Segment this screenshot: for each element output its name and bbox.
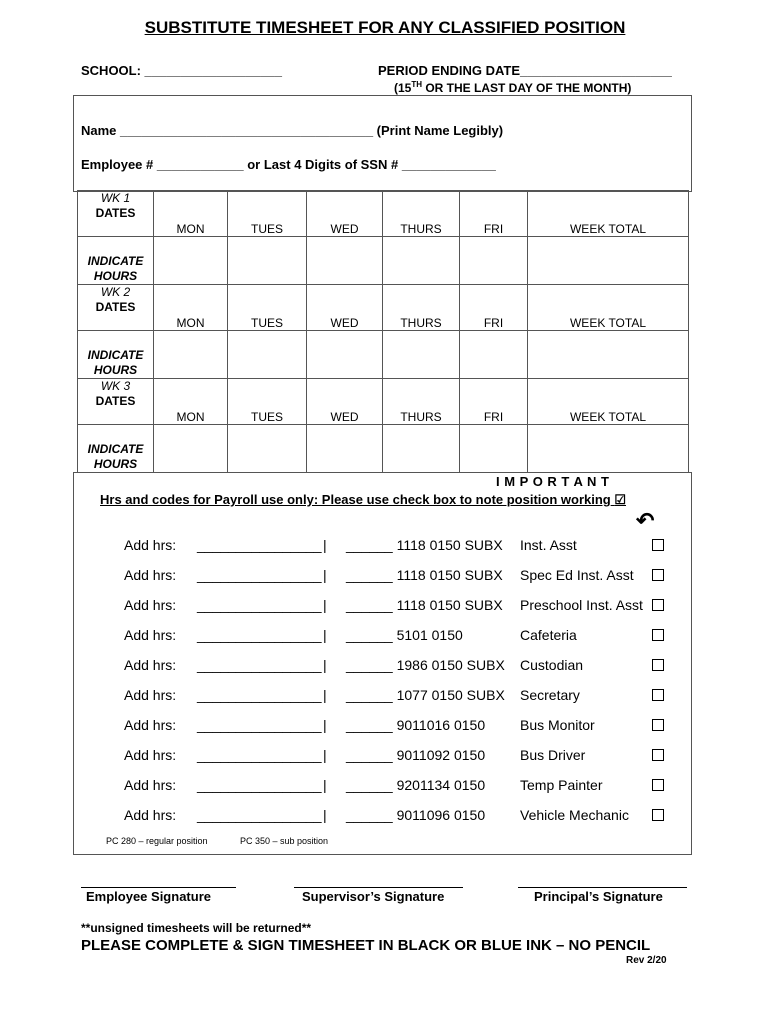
week2-thurs-header: THURS — [383, 285, 460, 331]
week2-label: WK 2 — [100, 285, 131, 299]
week1-thurs-hours[interactable] — [383, 237, 460, 285]
week2-mon-header: MON — [154, 285, 228, 331]
position-label: Temp Painter — [520, 777, 603, 793]
add-hrs-label: Add hrs: — [124, 567, 177, 583]
page-title: SUBSTITUTE TIMESHEET FOR ANY CLASSIFIED POSITION — [144, 18, 626, 37]
week2-fri-hours[interactable] — [460, 331, 528, 379]
week1-fri-hours[interactable] — [460, 237, 528, 285]
supervisor-signature-line[interactable] — [294, 887, 463, 888]
employee-signature-label: Employee Signature — [86, 889, 211, 904]
week2-indicate: INDICATE — [87, 348, 144, 362]
position-checkbox[interactable] — [652, 809, 664, 821]
week1-total-hours[interactable] — [528, 237, 689, 285]
period-ending-field[interactable]: PERIOD ENDING DATE_____________________ — [378, 63, 672, 78]
hours-input-line[interactable]: ________________ — [197, 567, 322, 583]
position-label: Preschool Inst. Asst — [520, 597, 643, 613]
week2-mon-hours[interactable] — [154, 331, 228, 379]
payroll-code: ______ 1118 0150 SUBX — [346, 567, 503, 583]
add-hrs-label: Add hrs: — [124, 597, 177, 613]
add-hrs-label: Add hrs: — [124, 537, 177, 553]
add-hrs-label: Add hrs: — [124, 807, 177, 823]
position-label: Custodian — [520, 657, 584, 673]
week2-wed-header: WED — [307, 285, 383, 331]
hours-input-line[interactable]: ________________ — [197, 537, 322, 553]
payroll-instruction-text: Hrs and codes for Payroll use only: Please use check box to note position working — [100, 492, 611, 507]
position-label: Secretary — [520, 687, 580, 703]
position-checkbox[interactable] — [652, 689, 664, 701]
payroll-code: ______ 1986 0150 SUBX — [346, 657, 505, 673]
week1-indicate: INDICATE — [87, 254, 144, 268]
week1-dates: DATES — [95, 206, 136, 220]
add-hrs-label: Add hrs: — [124, 657, 177, 673]
separator: | — [323, 807, 327, 823]
separator: | — [323, 597, 327, 613]
position-checkbox[interactable] — [652, 569, 664, 581]
payroll-code: ______ 9011092 0150 — [346, 747, 486, 763]
period-note-pre: (15 — [394, 81, 412, 95]
hours-input-line[interactable]: ________________ — [197, 687, 322, 703]
week1-label: WK 1 — [100, 191, 131, 205]
payroll-code: ______ 5101 0150 — [346, 627, 463, 643]
week3-indicate: INDICATE — [87, 442, 144, 456]
separator: | — [323, 687, 327, 703]
week3-label: WK 3 — [100, 379, 131, 393]
week1-wed-header: WED — [307, 191, 383, 237]
hours-input-line[interactable]: ________________ — [197, 777, 322, 793]
week3-total-hours[interactable] — [528, 425, 689, 473]
employee-id-field[interactable]: Employee # ____________ or Last 4 Digits of SSN # _____________ — [81, 157, 496, 172]
week3-hours: HOURS — [93, 457, 138, 471]
position-label: Bus Driver — [520, 747, 586, 763]
add-hrs-label: Add hrs: — [124, 777, 177, 793]
position-checkbox[interactable] — [652, 659, 664, 671]
position-checkbox[interactable] — [652, 719, 664, 731]
position-label: Bus Monitor — [520, 717, 595, 733]
hours-input-line[interactable]: ________________ — [197, 657, 322, 673]
week3-dates-label — [78, 379, 154, 425]
add-hrs-label: Add hrs: — [124, 627, 177, 643]
supervisor-signature-label: Supervisor’s Signature — [302, 889, 445, 904]
separator: | — [323, 777, 327, 793]
week1-mon-hours[interactable] — [154, 237, 228, 285]
week2-hours-label — [78, 331, 154, 379]
period-note-post: OR THE LAST DAY OF THE MONTH) — [422, 81, 632, 95]
payroll-code: ______ 1077 0150 SUBX — [346, 687, 505, 703]
separator: | — [323, 747, 327, 763]
hours-input-line[interactable]: ________________ — [197, 627, 322, 643]
principal-signature-line[interactable] — [518, 887, 687, 888]
week3-mon-hours[interactable] — [154, 425, 228, 473]
week2-tues-hours[interactable] — [228, 331, 307, 379]
week2-tues-header: TUES — [228, 285, 307, 331]
week2-dates-label — [78, 285, 154, 331]
return-arrow-icon: ↶ — [636, 508, 655, 533]
principal-signature-label: Principal’s Signature — [534, 889, 663, 904]
week1-dates-label — [78, 191, 154, 237]
week1-fri-header: FRI — [460, 191, 528, 237]
week2-wed-hours[interactable] — [307, 331, 383, 379]
week3-hours-label — [78, 425, 154, 473]
week3-thurs-hours[interactable] — [383, 425, 460, 473]
payroll-code: ______ 9011096 0150 — [346, 807, 486, 823]
week2-total-header: WEEK TOTAL — [528, 285, 689, 331]
week2-total-hours[interactable] — [528, 331, 689, 379]
position-label: Spec Ed Inst. Asst — [520, 567, 634, 583]
ink-instruction: PLEASE COMPLETE & SIGN TIMESHEET IN BLACK OR BLUE INK – NO PENCIL — [81, 937, 651, 954]
week3-thurs-header: THURS — [383, 379, 460, 425]
week2-hours: HOURS — [93, 363, 138, 377]
week2-fri-header: FRI — [460, 285, 528, 331]
hours-input-line[interactable]: ________________ — [197, 747, 322, 763]
hours-input-line[interactable]: ________________ — [197, 717, 322, 733]
week2-dates: DATES — [95, 300, 136, 314]
week1-tues-header: TUES — [228, 191, 307, 237]
period-note — [394, 80, 631, 95]
payroll-code: ______ 1118 0150 SUBX — [346, 597, 503, 613]
important-heading: I M P O R T A N T — [496, 474, 610, 489]
employee-signature-line[interactable] — [81, 887, 236, 888]
week1-hours-label — [78, 237, 154, 285]
week3-tues-hours[interactable] — [228, 425, 307, 473]
week1-wed-hours[interactable] — [307, 237, 383, 285]
position-label: Inst. Asst — [520, 537, 577, 553]
week1-mon-header: MON — [154, 191, 228, 237]
hours-grid — [77, 190, 689, 473]
week3-dates: DATES — [95, 394, 136, 408]
week3-fri-header: FRI — [460, 379, 528, 425]
period-note-sup: TH — [411, 80, 423, 89]
payroll-code: ______ 9201134 0150 — [346, 777, 486, 793]
checked-box-icon: ☑ — [614, 492, 627, 507]
position-checkbox[interactable] — [652, 539, 664, 551]
week3-mon-header: MON — [154, 379, 228, 425]
add-hrs-label: Add hrs: — [124, 717, 177, 733]
week1-tues-hours[interactable] — [228, 237, 307, 285]
pc-sub-note: PC 350 – sub position — [240, 836, 329, 846]
payroll-instruction — [100, 492, 626, 508]
revision-label: Rev 2/20 — [626, 955, 667, 966]
week3-total-header: WEEK TOTAL — [528, 379, 689, 425]
position-checkbox[interactable] — [652, 779, 664, 791]
payroll-code: ______ 9011016 0150 — [346, 717, 486, 733]
position-checkbox[interactable] — [652, 749, 664, 761]
week3-fri-hours[interactable] — [460, 425, 528, 473]
payroll-code: ______ 1118 0150 SUBX — [346, 537, 503, 553]
hours-input-line[interactable]: ________________ — [197, 807, 322, 823]
week2-thurs-hours[interactable] — [383, 331, 460, 379]
name-field[interactable]: Name ___________________________________ (Print Name Legibly) — [81, 123, 504, 138]
separator: | — [323, 657, 327, 673]
separator: | — [323, 627, 327, 643]
separator: | — [323, 537, 327, 553]
week1-thurs-header: THURS — [383, 191, 460, 237]
add-hrs-label: Add hrs: — [124, 747, 177, 763]
position-checkbox[interactable] — [652, 599, 664, 611]
pc-regular-note: PC 280 – regular position — [106, 836, 208, 846]
unsigned-warning: **unsigned timesheets will be returned** — [81, 921, 312, 935]
separator: | — [323, 567, 327, 583]
week3-tues-header: TUES — [228, 379, 307, 425]
hours-input-line[interactable]: ________________ — [197, 597, 322, 613]
school-field[interactable]: SCHOOL: ___________________ — [81, 63, 282, 78]
add-hrs-label: Add hrs: — [124, 687, 177, 703]
week1-total-header: WEEK TOTAL — [528, 191, 689, 237]
separator: | — [323, 717, 327, 733]
week1-hours: HOURS — [93, 269, 138, 283]
week3-wed-header: WED — [307, 379, 383, 425]
week3-wed-hours[interactable] — [307, 425, 383, 473]
position-label: Cafeteria — [520, 627, 577, 643]
employee-info-box — [73, 95, 692, 192]
position-checkbox[interactable] — [652, 629, 664, 641]
position-label: Vehicle Mechanic — [520, 807, 629, 823]
